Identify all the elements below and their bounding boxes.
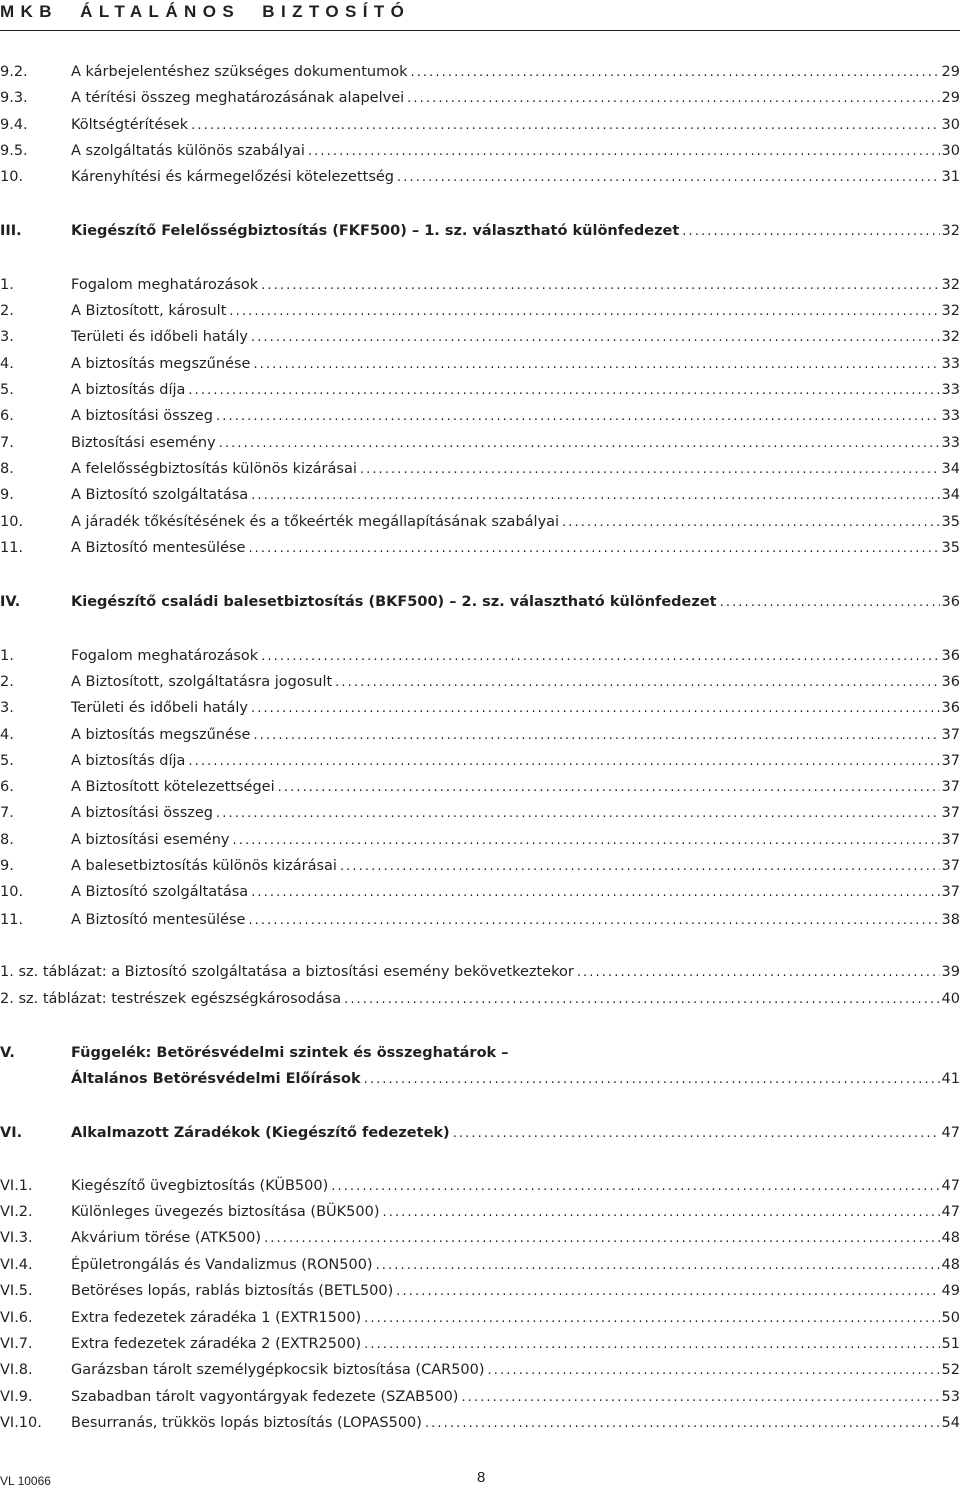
dot-leader	[278, 777, 940, 799]
toc-entry-page: 35	[941, 540, 960, 556]
dot-leader	[253, 725, 939, 747]
toc-entry-number: VI.5.	[0, 1283, 33, 1299]
dot-leader	[364, 1334, 939, 1356]
toc-entry-page: 34	[941, 487, 960, 503]
dot-leader	[407, 88, 939, 110]
toc-entry	[0, 961, 960, 983]
toc-entry-line	[71, 1386, 960, 1409]
dot-leader	[364, 1069, 940, 1091]
toc-entry-line	[71, 114, 960, 137]
toc-entry-page: 41	[941, 1071, 960, 1087]
toc-entry-number: 9.5.	[0, 143, 28, 159]
toc-entry	[0, 1175, 960, 1197]
dot-leader	[720, 592, 940, 614]
toc-entry-title: Kiegészítő családi balesetbiztosítás (BKF500) – 2. sz. választható különfedezet	[71, 594, 717, 610]
toc-entry	[0, 87, 960, 109]
toc-entry-page: 36	[941, 648, 960, 664]
dot-leader	[248, 538, 939, 560]
toc-entry-number: 8.	[0, 461, 14, 477]
toc-entry	[0, 484, 960, 506]
toc-entry-number: 2.	[0, 674, 14, 690]
toc-entry-page: 32	[941, 303, 960, 319]
toc-entry-line	[71, 432, 960, 455]
toc-entry	[0, 432, 960, 454]
toc-entry-title: Általános Betörésvédelmi Előírások	[71, 1071, 361, 1087]
toc-entry-line	[71, 750, 960, 773]
toc-entry-title: A Biztosító szolgáltatása	[71, 487, 249, 503]
toc-entry-number: 6.	[0, 408, 14, 424]
toc-entry-page: 47	[941, 1204, 960, 1220]
toc-entry	[0, 645, 960, 667]
dot-leader	[453, 1123, 940, 1145]
toc-entry-title: A Biztosított, károsult	[71, 303, 227, 319]
toc-entry-number: 8.	[0, 832, 14, 848]
toc-entry-title: A Biztosított kötelezettségei	[71, 779, 275, 795]
toc-entry-number: 9.2.	[0, 64, 28, 80]
toc-entry	[0, 988, 960, 1010]
toc-entry-title: Alkalmazott Záradékok (Kiegészítő fedezetek)	[71, 1125, 450, 1141]
toc-entry-title: A Biztosító mentesülése	[71, 912, 246, 928]
dot-leader	[364, 1308, 939, 1330]
toc-entry-line	[71, 1307, 960, 1330]
toc-entry-number: 9.	[0, 487, 14, 503]
toc-entry	[0, 881, 960, 903]
toc-entry-page: 33	[941, 356, 960, 372]
toc-entry-title: A biztosítási esemény	[71, 832, 230, 848]
toc-entry-number: 2.	[0, 303, 14, 319]
dot-leader	[577, 962, 940, 984]
toc-entry-page: 33	[941, 382, 960, 398]
toc-entry-page: 37	[941, 779, 960, 795]
dot-leader	[248, 910, 939, 932]
toc-entry-page: 33	[941, 435, 960, 451]
toc-entry-page: 51	[941, 1336, 960, 1352]
dot-leader	[335, 672, 939, 694]
toc-entry-title: A biztosítás megszűnése	[71, 727, 251, 743]
toc-entry-number: IV.	[0, 594, 21, 610]
toc-entry-title: A térítési összeg meghatározásának alapelvei	[71, 90, 405, 106]
toc-entry	[0, 671, 960, 693]
toc-entry	[0, 1227, 960, 1249]
toc-entry-number: 1.	[0, 277, 14, 293]
toc-entry-number: 10.	[0, 169, 24, 185]
dot-leader	[308, 141, 940, 163]
dot-leader	[488, 1360, 940, 1382]
toc-entry-number: 9.4.	[0, 117, 28, 133]
toc-entry	[0, 1042, 960, 1064]
toc-entry-number: VI.10.	[0, 1415, 42, 1431]
toc-entry	[0, 1386, 960, 1408]
toc-entry-page: 33	[941, 408, 960, 424]
toc-entry-number: VI.	[0, 1125, 23, 1141]
toc-entry-line	[71, 326, 960, 349]
toc-entry-title: Költségtérítések	[71, 117, 189, 133]
toc-entry	[0, 326, 960, 348]
toc-entry	[0, 1254, 960, 1276]
dot-leader	[233, 830, 940, 852]
toc-entry-line	[71, 776, 960, 799]
toc-entry-page: 48	[941, 1257, 960, 1273]
toc-entry-page: 48	[941, 1230, 960, 1246]
toc-entry-title: A Biztosító mentesülése	[71, 540, 246, 556]
toc-entry-line	[71, 802, 960, 825]
toc-entry-line	[71, 1042, 960, 1064]
toc-entry-number: 3.	[0, 700, 14, 716]
toc-entry-page: 54	[941, 1415, 960, 1431]
dot-leader	[251, 485, 939, 507]
toc-entry-line	[71, 829, 960, 852]
toc-entry-line	[71, 537, 960, 560]
toc-entry-title: A Biztosító szolgáltatása	[71, 884, 249, 900]
toc-entry-page: 29	[941, 64, 960, 80]
toc-entry-page: 37	[941, 727, 960, 743]
toc-entry-number: VI.9.	[0, 1389, 33, 1405]
toc-entry-title: Betöréses lopás, rablás biztosítás (BETL500)	[71, 1283, 394, 1299]
toc-entry-page: 47	[941, 1125, 960, 1141]
toc-entry	[0, 1333, 960, 1355]
toc-entry	[0, 537, 960, 559]
dot-leader	[219, 433, 940, 455]
toc-entry-line	[0, 988, 960, 1011]
toc-entry-title: Fogalom meghatározások	[71, 277, 259, 293]
toc-entry-line	[71, 405, 960, 428]
toc-entry-page: 37	[941, 753, 960, 769]
toc-entry-title: Akvárium törése (ATK500)	[71, 1230, 262, 1246]
dot-leader	[376, 1255, 940, 1277]
toc-entry	[0, 1359, 960, 1381]
dot-leader	[251, 882, 939, 904]
dot-leader	[410, 62, 939, 84]
toc-entry-line	[71, 591, 960, 614]
toc-entry-title: Kiegészítő Felelősségbiztosítás (FKF500) – 1. sz. választható különfedezet	[71, 223, 680, 239]
toc-entry-page: 39	[941, 964, 960, 980]
toc-entry	[0, 697, 960, 719]
dot-leader	[331, 1176, 939, 1198]
dot-leader	[188, 751, 939, 773]
toc-entry-page: 50	[941, 1310, 960, 1326]
toc-entry	[0, 1201, 960, 1223]
toc-entry-number: 1.	[0, 648, 14, 664]
toc-entry-page: 37	[941, 884, 960, 900]
toc-entry-line	[71, 379, 960, 402]
toc-entry-page: 30	[941, 143, 960, 159]
header-title: MKB ÁLTALÁNOS BIZTOSÍTÓ	[0, 2, 411, 21]
toc-entry	[0, 511, 960, 533]
toc-entry	[0, 802, 960, 824]
dot-leader	[397, 167, 940, 189]
toc-entry-title: A balesetbiztosítás különös kizárásai	[71, 858, 337, 874]
toc-entry-line	[71, 724, 960, 747]
toc-entry	[0, 140, 960, 162]
toc-entry-page: 36	[941, 700, 960, 716]
toc-entry-title: A szolgáltatás különös szabályai	[71, 143, 305, 159]
toc-entry-title: A kárbejelentéshez szükséges dokumentumok	[71, 64, 408, 80]
toc-entry-number: VI.2.	[0, 1204, 33, 1220]
dot-leader	[216, 803, 940, 825]
dot-leader	[340, 856, 940, 878]
dot-leader	[253, 354, 939, 376]
toc-entry-title: 2. sz. táblázat: testrészek egészségkárosodása	[0, 991, 342, 1007]
toc-entry-line	[71, 1201, 960, 1224]
toc-entry	[0, 300, 960, 322]
toc-entry-title: A biztosítás díja	[71, 753, 186, 769]
toc-entry-line	[71, 1359, 960, 1382]
toc-entry-title: A biztosítás megszűnése	[71, 356, 251, 372]
toc-entry-number: VI.6.	[0, 1310, 33, 1326]
toc-entry-number: VI.3.	[0, 1230, 33, 1246]
toc-entry-page: 32	[941, 277, 960, 293]
toc-entry	[0, 855, 960, 877]
toc-entry-number: 4.	[0, 727, 14, 743]
toc-entry	[0, 1068, 960, 1090]
toc-entry	[0, 61, 960, 83]
toc-entry-line	[71, 1280, 960, 1303]
toc-entry	[0, 829, 960, 851]
dot-leader	[188, 380, 939, 402]
toc-entry-title: Épületrongálás és Vandalizmus (RON500)	[71, 1257, 373, 1273]
toc-entry	[0, 379, 960, 401]
toc-entry-line	[71, 697, 960, 720]
toc-entry-number: 5.	[0, 753, 14, 769]
toc-entry	[0, 1412, 960, 1434]
toc-entry-title: Extra fedezetek záradéka 2 (EXTR2500)	[71, 1336, 362, 1352]
toc-entry-page: 36	[941, 594, 960, 610]
toc-entry-line	[71, 1175, 960, 1198]
toc-entry-line	[71, 1227, 960, 1250]
toc-entry-title: Extra fedezetek záradéka 1 (EXTR1500)	[71, 1310, 362, 1326]
toc-entry-title: A biztosítási összeg	[71, 805, 213, 821]
toc-entry-line	[71, 458, 960, 481]
toc-entry-line	[71, 274, 960, 297]
toc-entry	[0, 750, 960, 772]
toc-entry-line	[71, 61, 960, 84]
toc-entry-number: VI.7.	[0, 1336, 33, 1352]
toc-entry-title: A Biztosított, szolgáltatásra jogosult	[71, 674, 333, 690]
toc-entry	[0, 458, 960, 480]
dot-leader	[360, 459, 940, 481]
toc-entry-line	[71, 1068, 960, 1091]
toc-entry-title: Biztosítási esemény	[71, 435, 216, 451]
page-number: 8	[477, 1469, 486, 1486]
dot-leader	[461, 1387, 939, 1409]
page-header	[0, 0, 960, 31]
document-code: VL 10066	[0, 1474, 51, 1488]
dot-leader	[382, 1202, 939, 1224]
toc-entry-number: 4.	[0, 356, 14, 372]
toc-entry-number: 11.	[0, 912, 24, 928]
toc-entry-line	[71, 300, 960, 323]
dot-leader	[425, 1413, 940, 1435]
toc-entry-number: III.	[0, 223, 22, 239]
toc-entry-line	[71, 353, 960, 376]
toc-entry-number: 9.	[0, 858, 14, 874]
toc-entry-page: 32	[941, 329, 960, 345]
toc-entry-number: 10.	[0, 884, 24, 900]
dot-leader	[396, 1281, 939, 1303]
dot-leader	[191, 115, 939, 137]
dot-leader	[216, 406, 940, 428]
toc-entry-title: A járadék tőkésítésének és a tőkeérték megállapításának szabályai	[71, 514, 560, 530]
toc-entry-line	[71, 909, 960, 932]
toc-entry-line	[71, 881, 960, 904]
toc-entry-line	[71, 87, 960, 110]
toc-entry-number: V.	[0, 1045, 15, 1061]
dot-leader	[264, 1228, 939, 1250]
dot-leader	[261, 275, 939, 297]
toc-entry-title: Területi és időbeli hatály	[71, 329, 248, 345]
dot-leader	[344, 989, 939, 1011]
toc-entry-page: 52	[941, 1362, 960, 1378]
toc-entry-number: 9.3.	[0, 90, 28, 106]
toc-entry	[0, 909, 960, 931]
toc-entry	[0, 591, 960, 613]
toc-entry-number: VI.8.	[0, 1362, 33, 1378]
toc-entry-line	[71, 645, 960, 668]
toc-entry-title: A biztosítás díja	[71, 382, 186, 398]
toc-entry-number: VI.4.	[0, 1257, 33, 1273]
toc-entry-line	[71, 855, 960, 878]
toc-entry-title: Kárenyhítési és kármegelőzési kötelezettség	[71, 169, 394, 185]
toc-entry	[0, 776, 960, 798]
toc-entry-line	[71, 1412, 960, 1435]
toc-entry-title: 1. sz. táblázat: a Biztosító szolgáltatása a biztosítási esemény bekövetkeztekor	[0, 964, 574, 980]
toc-entry-page: 47	[941, 1178, 960, 1194]
toc-entry	[0, 1307, 960, 1329]
toc-entry-page: 37	[941, 832, 960, 848]
toc-entry-number: VI.1.	[0, 1178, 33, 1194]
toc-entry	[0, 405, 960, 427]
toc-entry-number: 11.	[0, 540, 24, 556]
toc-entry-line	[71, 166, 960, 189]
toc-entry-line	[0, 961, 960, 984]
toc-entry-title: Függelék: Betörésvédelmi szintek és összeghatárok –	[71, 1045, 509, 1061]
toc-entry-page: 49	[941, 1283, 960, 1299]
toc-entry	[0, 1122, 960, 1144]
toc-entry-page: 30	[941, 117, 960, 133]
toc-entry-page: 32	[941, 223, 960, 239]
toc-entry	[0, 114, 960, 136]
toc-entry-title: A felelősségbiztosítás különös kizárásai	[71, 461, 357, 477]
toc-entry-title: Területi és időbeli hatály	[71, 700, 248, 716]
toc-entry-page: 31	[941, 169, 960, 185]
dot-leader	[251, 698, 940, 720]
toc-entry	[0, 274, 960, 296]
toc-entry-title: Kiegészítő üvegbiztosítás (KÜB500)	[71, 1178, 329, 1194]
dot-leader	[261, 646, 939, 668]
toc-entry-page: 29	[941, 90, 960, 106]
dot-leader	[682, 221, 939, 243]
toc-entry-line	[71, 1122, 960, 1145]
toc-entry	[0, 166, 960, 188]
toc-entry-line	[71, 671, 960, 694]
toc-entry-page: 53	[941, 1389, 960, 1405]
toc-entry	[0, 353, 960, 375]
toc-entry-page: 34	[941, 461, 960, 477]
dot-leader	[562, 512, 939, 534]
toc-entry-title: Garázsban tárolt személygépkocsik biztosítása (CAR500)	[71, 1362, 485, 1378]
toc-entry-number: 7.	[0, 435, 14, 451]
toc-entry-page: 35	[941, 514, 960, 530]
toc-entry-page: 37	[941, 858, 960, 874]
toc-entry-title: Fogalom meghatározások	[71, 648, 259, 664]
toc-entry-title: Szabadban tárolt vagyontárgyak fedezete (SZAB500)	[71, 1389, 459, 1405]
toc-entry-number: 6.	[0, 779, 14, 795]
toc-entry-line	[71, 484, 960, 507]
toc-entry-number: 7.	[0, 805, 14, 821]
toc-entry	[0, 1280, 960, 1302]
toc-entry-number: 3.	[0, 329, 14, 345]
toc-entry-title: Besurranás, trükkös lopás biztosítás (LOPAS500)	[71, 1415, 422, 1431]
toc-entry-number: 10.	[0, 514, 24, 530]
toc-entry-line	[71, 1333, 960, 1356]
toc-entry	[0, 220, 960, 242]
toc-entry-page: 40	[941, 991, 960, 1007]
toc-entry-title: Különleges üvegezés biztosítása (BÜK500)	[71, 1204, 380, 1220]
toc-entry-number: 5.	[0, 382, 14, 398]
toc-entry-page: 38	[941, 912, 960, 928]
toc-entry-line	[71, 1254, 960, 1277]
toc-entry-line	[71, 140, 960, 163]
dot-leader	[229, 301, 939, 323]
toc-entry-page: 36	[941, 674, 960, 690]
toc-entry-title: A biztosítási összeg	[71, 408, 213, 424]
dot-leader	[251, 327, 940, 349]
toc-entry	[0, 724, 960, 746]
toc-entry-page: 37	[941, 805, 960, 821]
toc-entry-line	[71, 511, 960, 534]
toc-entry-line	[71, 220, 960, 243]
